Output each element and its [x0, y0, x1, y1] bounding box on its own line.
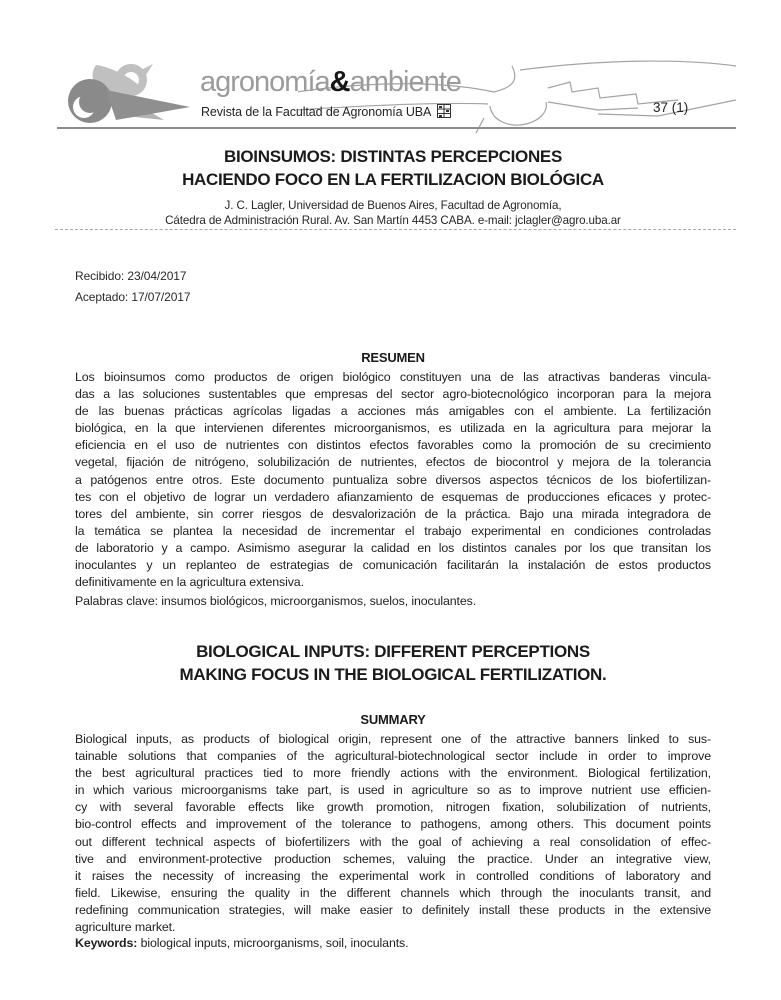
article-title-es-line2: HACIENDO FOCO EN LA FERTILIZACION BIOLÓGICA [182, 169, 604, 189]
author-line2: Cátedra de Administración Rural. Av. San Martín 4453 CABA. e-mail: jclagler@agro.uba.ar [165, 213, 621, 227]
keywords-text: biological inputs, microorganisms, soil, inoculants. [140, 936, 409, 950]
abstract-line: bio-control effects and improvement of the tolerance to pathogens, among others. This document points [75, 817, 711, 832]
journal-logo-icon [58, 63, 192, 127]
accepted-date: 17/07/2017 [131, 290, 191, 304]
abstract-spanish [75, 369, 711, 591]
author-affiliation [75, 199, 711, 228]
article-title-en-line2: MAKING FOCUS IN THE BIOLOGICAL FERTILIZATION. [179, 664, 607, 684]
article-title-en-line1: BIOLOGICAL INPUTS: DIFFERENT PERCEPTIONS [196, 642, 590, 661]
summary-heading: SUMMARY [360, 712, 426, 727]
uba-crest-icon [437, 104, 451, 118]
journal-subtitle [201, 104, 451, 119]
brand-right: ambiente [349, 66, 461, 98]
abstract-line: cy with several favorable effects like growth promotion, nitrogen fixation, solubilization of nutrients, [75, 800, 711, 815]
submission-dates [75, 269, 711, 311]
abstract-line: vegetal, fijación de nitrógeno, solubilización de nutrientes, efectos de biocontrol y mejora de la tolerancia [75, 455, 711, 470]
palabras-clave-label: Palabras clave: [75, 594, 158, 608]
abstract-line: la temática se plantea la necesidad de incrementar el trabajo experimental en condiciones controladas [75, 523, 711, 538]
accepted-label: Aceptado: [75, 290, 129, 304]
keywords-label: Keywords: [75, 936, 138, 950]
brand-left: agronomía [200, 66, 330, 98]
journal-brand-title [200, 66, 461, 99]
abstract-line: tive and environment-protective production schemes, valuing the practice. Under an integrative view, [75, 851, 711, 866]
abstract-line: tes con el objetivo de lograr un verdadero afianzamiento de esquemas de producciones eficaces y protec- [75, 489, 711, 504]
received-label: Recibido: [75, 269, 125, 283]
abstract-line: it raises the necessity of increasing the experimental work in controlled conditions of laboratory and [75, 868, 711, 883]
abstract-line: Los bioinsumos como productos de origen biológico constituyen una de las atractivas banderas vincula- [75, 370, 711, 384]
abstract-line: inoculantes y un replanteo de estrategias de comunicación facilitarán la instalación de estos productos [75, 558, 711, 573]
abstract-line: the best agricultural practices tied to more friendly actions with the environment. Biological fertilization, [75, 766, 711, 781]
received-date-row [75, 269, 711, 283]
author-line1: J. C. Lagler, Universidad de Buenos Aires, Facultad de Agronomía, [224, 199, 562, 212]
abstract-line: Biological inputs, as products of biological origin, represent one of the attractive banners linked to sus- [75, 732, 711, 746]
received-date: 23/04/2017 [127, 269, 187, 283]
article-title-es-line1: BIOINSUMOS: DISTINTAS PERCEPCIONES [223, 147, 563, 166]
abstract-line: redefining communication strategies, will make easier to definitely install these products in the extensive [75, 902, 711, 917]
brand-ampersand: & [329, 66, 350, 98]
abstract-line: tores del ambiente, sin correr riesgos de desvalorización de la práctica. Bajo una mirada integradora de [75, 506, 711, 521]
abstract-line: de las buenas prácticas agrícolas ligadas a acciones más amigables con el ambiente. La fertilización [75, 404, 711, 419]
author-separator-rule [55, 229, 736, 230]
header-rule [57, 127, 736, 129]
resumen-heading: RESUMEN [361, 350, 425, 365]
abstract-line: das a las soluciones sustentables que empresas del sector agro-biotecnológico incorporan para la mejora [75, 387, 711, 402]
abstract-line: eficiencia en el uso de nutrientes con distintos efectos favorables como la promoción de su crecimiento [75, 438, 711, 453]
abstract-line: out different technical aspects of biofertilizers with the goal of achieving a real consolidation of effec- [75, 834, 711, 849]
abstract-line: definitivamente en la agricultura extensiva. [75, 575, 304, 590]
article-title-en [75, 641, 711, 686]
keywords-row [75, 936, 711, 950]
abstract-line: field. Likewise, ensuring the quality in the different channels which through the inoculants transit, and [75, 885, 711, 900]
abstract-line: biológica, en la que intervienen diferentes microorganismos, es utilizada en la agricultura para mejorar la [75, 421, 711, 436]
palabras-clave-row [75, 594, 711, 608]
abstract-line: a patógenos entre otros. Este documento puntualiza sobre diversos aspectos técnicos de los biofertilizan- [75, 472, 711, 487]
article-title-es [75, 146, 711, 191]
journal-subtitle-text: Revista de la Facultad de Agronomía UBA [201, 105, 432, 119]
abstract-line: tainable solutions that companies of the agricultural-biotechnological sector include in order to improve [75, 749, 711, 764]
issue-number: 37 (1) [653, 100, 689, 115]
abstract-line: de laboratorio y a campo. Asimismo asegurar la calidad en los distintos canales por los que transitan los [75, 540, 711, 555]
accepted-date-row [75, 290, 711, 304]
palabras-clave-text: insumos biológicos, microorganismos, suelos, inoculantes. [161, 594, 477, 608]
abstract-english [75, 731, 711, 936]
abstract-line: agriculture market. [75, 920, 176, 935]
abstract-line: in which various microorganisms take part, is used in agriculture so as to improve nutrient use efficien- [75, 783, 711, 798]
